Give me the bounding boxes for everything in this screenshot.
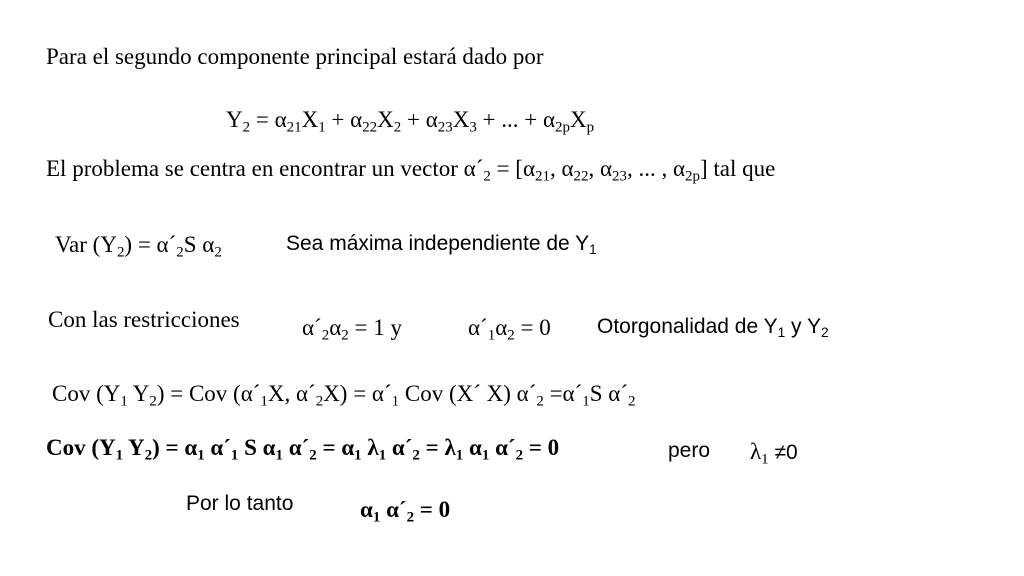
restrictions-label: Con las restricciones [48,307,240,332]
equation-y2: $Y_2 = \alpha_{21}X_1 + \alpha_{22}X_2 + \alpha_{23}X_3$ + ... + $\alpha_{2p}X_p$ [226,107,595,136]
problem-statement: El problema se centra en encontrar un vector $\alpha´_2 = [\alpha_{21}$, $\alpha_{22}$, $\alpha_{23}$, ... , $\alpha_{2p}$] tal que [46,156,776,185]
restriction-norm: $\alpha´_2\alpha_2 = 1$ y [302,315,402,344]
variance-formula: Var $(Y_2)$ = $\alpha´_2S$ $\alpha_2$ [55,232,222,261]
heading: Para el segundo componente principal estará dado por [46,44,544,69]
restriction-note: Otorgonalidad de $Y_1$ y $Y_2$ [597,315,829,341]
restriction-orthogonal: $\alpha´_1\alpha_2 = 0$ [468,315,551,344]
covariance-result: Cov ($Y_1$ $Y_2) = \alpha_1$ $\alpha´_1$ S $\alpha_1$ $\alpha´_2 = \alpha_1$ $\lambda_1$ $\alpha´_2 = \lambda_1$ $\alpha_1$ $\alpha´_2 = 0$ [46,435,560,464]
conclusion-result: $\alpha_1$ $\alpha´_2 = 0$ [360,497,451,526]
variance-note: Sea máxima independiente de $Y_1$ [286,232,597,258]
covariance-expansion: Cov ($Y_1$ $Y_2$) = Cov ($\alpha´_1X$, $\alpha´_2X$) = $\alpha´_1$ Cov (X´ X) $\alpha´_2$ $=\alpha´_1S$ $\alpha´_2$ [52,381,636,410]
pero-label: pero [668,439,711,462]
lambda-condition: $\lambda_1 \ne 0$ [750,439,798,468]
conclusion-label: Por lo tanto [186,492,294,515]
